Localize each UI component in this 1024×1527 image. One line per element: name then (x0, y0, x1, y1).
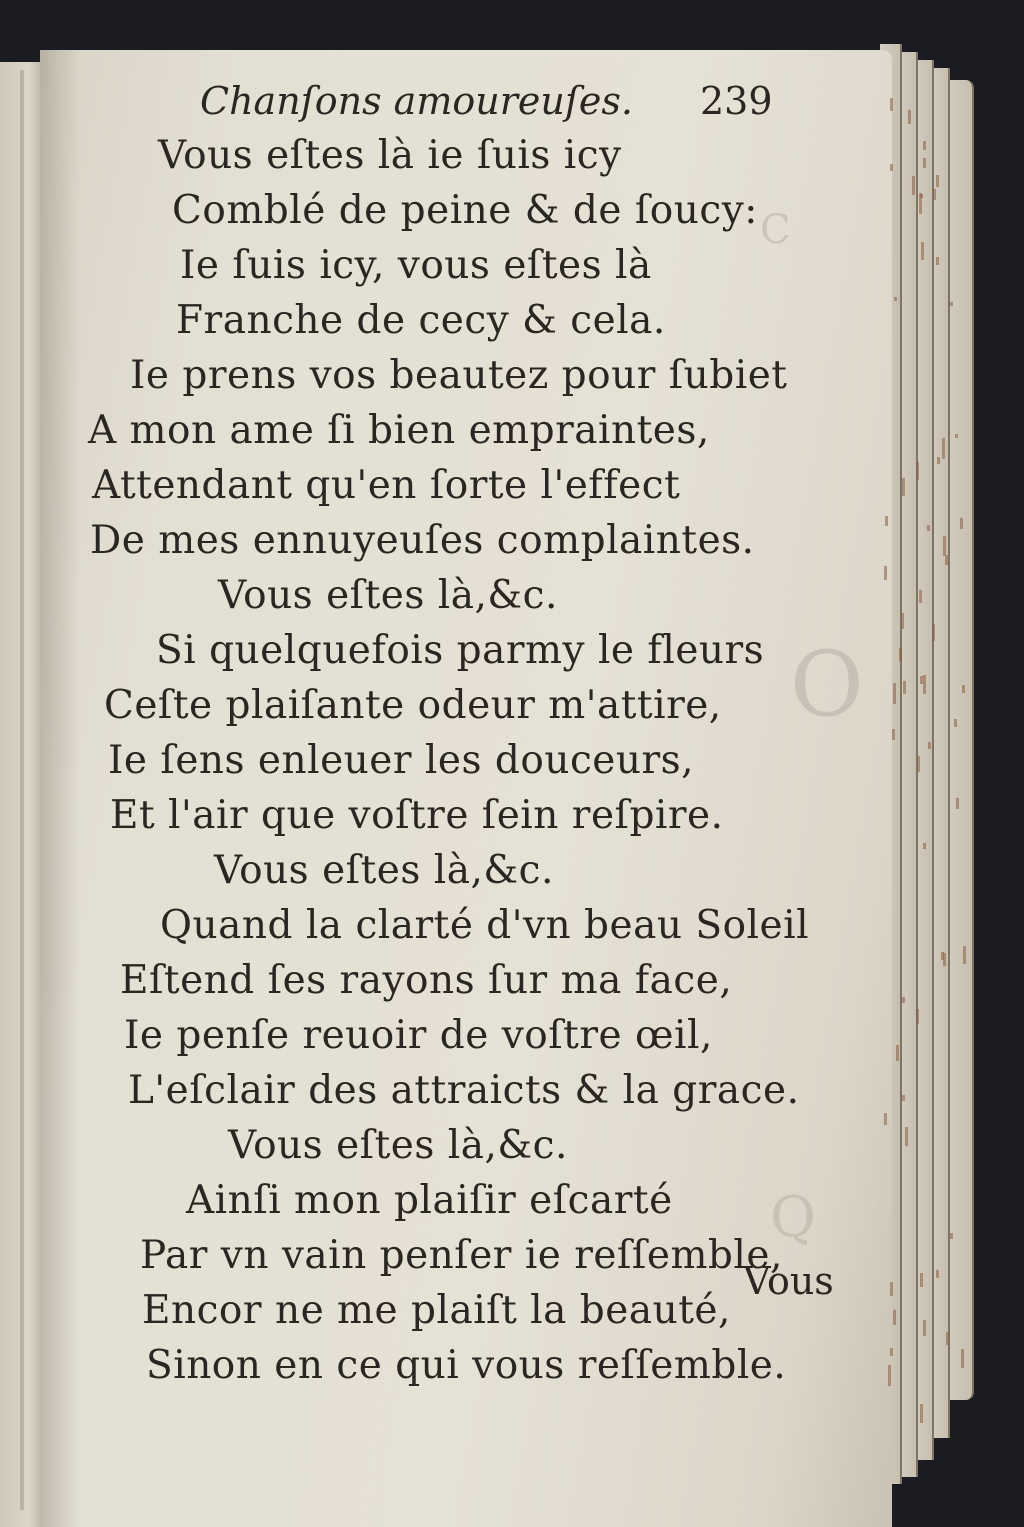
foxing-speck (960, 518, 963, 529)
foxing-speck (955, 434, 958, 438)
foxing-speck (892, 729, 895, 740)
foxing-speck (902, 478, 905, 496)
foxing-speck (890, 98, 893, 111)
verse-line: Ceſte plaiſante odeur m'attire, (104, 683, 722, 728)
foxing-speck (923, 158, 926, 168)
foxing-speck (921, 242, 924, 260)
foxing-speck (902, 1095, 905, 1101)
foxing-speck (946, 1332, 949, 1345)
foxing-speck (884, 1113, 887, 1125)
foxing-speck (920, 676, 923, 684)
foxing-speck (961, 1349, 964, 1368)
foxing-speck (893, 1310, 896, 1325)
foxing-speck (890, 164, 893, 171)
refrain-line: Vous eſtes là,&c. (218, 573, 558, 618)
foxing-speck (933, 189, 936, 200)
foxing-speck (919, 193, 922, 214)
foxing-speck (923, 675, 926, 694)
verse-line: Et l'air que voſtre ſein reſpire. (110, 793, 724, 838)
foxing-speck (923, 141, 926, 150)
page-stack-edge (946, 80, 974, 1400)
foxing-speck (945, 555, 948, 565)
foxing-speck (903, 681, 906, 694)
foxing-speck (890, 1348, 893, 1356)
page-number: 239 (700, 79, 773, 123)
verse-line: Ainſi mon plaiſir eſcarté (186, 1178, 673, 1223)
foxing-speck (923, 1320, 926, 1336)
running-title: Chanſons amoureuſes. (200, 79, 633, 123)
foxing-speck (942, 438, 945, 459)
gutter-shadow (40, 50, 80, 1527)
foxing-speck (936, 175, 939, 187)
verse-line: Encor ne me plaiſt la beauté, (142, 1288, 731, 1333)
foxing-speck (937, 457, 940, 464)
foxing-speck (916, 1009, 919, 1024)
verse-line: Eſtend ſes rayons ſur ma face, (120, 958, 733, 1003)
verse-line: Comblé de peine & de ſoucy: (172, 188, 758, 233)
foxing-speck (919, 590, 922, 603)
foxing-speck (954, 719, 957, 727)
verse-line: Sinon en ce qui vous reſſemble. (146, 1343, 787, 1388)
foxing-speck (888, 1365, 891, 1386)
foxing-speck (905, 1127, 908, 1146)
foxing-speck (932, 624, 935, 641)
foxing-speck (941, 952, 944, 960)
foxing-speck (963, 946, 966, 964)
foxing-speck (928, 742, 931, 749)
show-through-text: Q (770, 1185, 816, 1250)
refrain-line: Vous eſtes là,&c. (214, 848, 554, 893)
foxing-speck (893, 683, 896, 704)
foxing-speck (884, 566, 887, 580)
show-through-text: C (760, 207, 791, 253)
foxing-speck (920, 1404, 923, 1423)
foxing-speck (923, 843, 926, 849)
foxing-speck (916, 462, 919, 480)
verse-line: Attendant qu'en ſorte l'effect (92, 463, 681, 508)
verse-line: Si quelquefois parmy le fleurs (156, 628, 765, 673)
left-page-edge (20, 70, 24, 1510)
show-through-text: O (790, 632, 864, 737)
foxing-speck (962, 685, 965, 693)
verse-line: De mes ennuyeuſes complaintes. (90, 518, 755, 563)
foxing-speck (894, 297, 897, 301)
foxing-speck (912, 176, 915, 195)
foxing-speck (917, 756, 920, 772)
foxing-speck (901, 613, 904, 629)
foxing-speck (920, 1273, 923, 1287)
foxing-speck (950, 1233, 953, 1239)
verse-line: Par vn vain penſer ie reſſemble, (140, 1233, 783, 1278)
verse-line: L'eſclair des attraicts & la grace. (128, 1068, 800, 1113)
verse-line: Ie penſe reuoir de voſtre œil, (124, 1013, 713, 1058)
verse-line: A mon ame ſi bien empraintes, (88, 408, 710, 453)
catchword: Vous (743, 1259, 834, 1303)
verse-line: Vous eſtes là ie ſuis icy (158, 133, 622, 178)
foxing-speck (927, 525, 930, 531)
verse-line: Quand la clarté d'vn beau Soleil (160, 903, 810, 948)
foxing-speck (936, 1270, 939, 1278)
foxing-speck (936, 257, 939, 265)
foxing-speck (899, 648, 902, 661)
foxing-speck (885, 516, 888, 526)
refrain-line: Vous eſtes là,&c. (228, 1123, 568, 1168)
foxing-speck (890, 1282, 893, 1296)
verse-line: Ie ſuis icy, vous eſtes là (180, 243, 652, 288)
verse-line: Ie prens vos beautez pour ſubiet (130, 353, 788, 398)
verse-line: Franche de cecy & cela. (176, 298, 666, 343)
foxing-speck (943, 536, 946, 556)
verse-line: Ie ſens enleuer les douceurs, (108, 738, 695, 783)
foxing-speck (908, 110, 911, 124)
foxing-speck (950, 302, 953, 306)
foxing-speck (956, 798, 959, 809)
foxing-speck (902, 997, 905, 1003)
foxing-speck (896, 1045, 899, 1061)
